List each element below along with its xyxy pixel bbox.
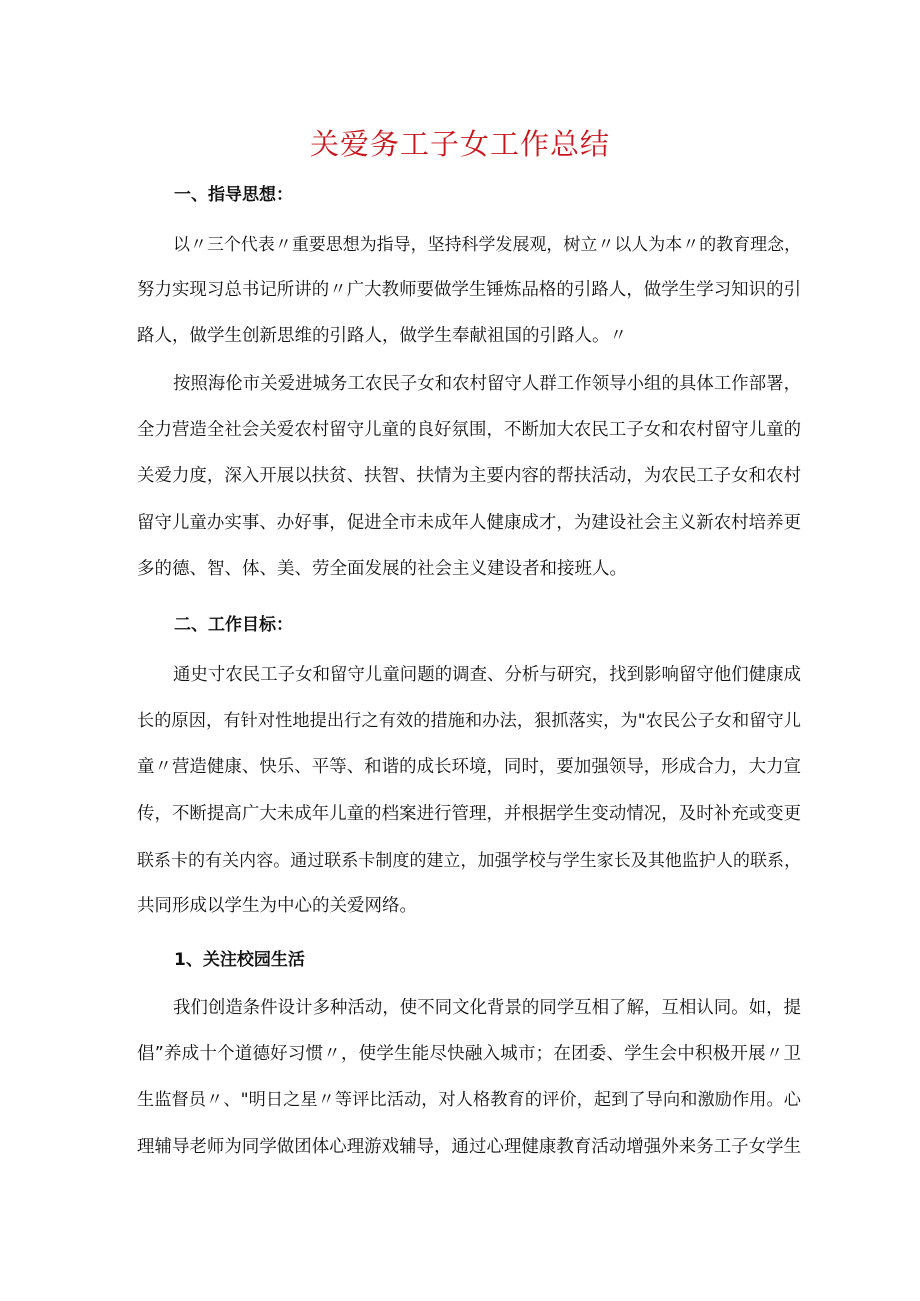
- paragraph-guiding-2: [137, 361, 801, 592]
- document-title: 关爱务工子女工作总结: [309, 127, 610, 161]
- paragraph-campus-life: [137, 985, 801, 1170]
- paragraph-line: 留守儿童办实事、办好事，促进全市未成年人健康成才，为建设社会主义新农村培养更: [137, 512, 801, 533]
- paragraph-goals: [137, 652, 801, 929]
- paragraph-line: 按照海伦市关爱进城务工农民子女和农村留守人群工作领导小组的具体工作部署，: [173, 374, 801, 394]
- paragraph-line: 路人，做学生创新思维的引路人，做学生奉献祖国的引路人。〃: [137, 326, 627, 347]
- paragraph-line: 通史寸农民工子女和留守儿童问题的调查、分析与研究，找到影响留守他们健康成: [173, 665, 801, 685]
- paragraph-line: 我们创造条件设计多种活动，使不同文化背景的同学互相了解，互相认同。如，提: [173, 998, 801, 1018]
- paragraph-line: 全力营造全社会关爱农村留守儿童的良好氛围，不断加大农民工子女和农村留守儿童的: [137, 420, 801, 441]
- section-heading-guiding-ideology: 一、指导思想：: [174, 185, 293, 205]
- paragraph-line: 共同形成以学生为中心的关爱网络。: [137, 896, 417, 917]
- paragraph-line: 倡”养成十个道德好习惯〃，使学生能尽快融入城市；在团委、学生会中积极开展〃卫: [137, 1044, 801, 1065]
- paragraph-line: 联系卡的有关内容。通过联系卡制度的建立，加强学校与学生家长及其他监护人的联系，: [137, 849, 801, 870]
- paragraph-line: 关爱力度，深入开展以扶贫、扶智、扶情为主要内容的帮扶活动，为农民工子女和农村: [137, 466, 801, 487]
- paragraph-line: 长的原因，有针对性地提出行之有效的措施和办法，狠抓落实，为"农民公子女和留守儿: [137, 711, 801, 732]
- paragraph-line: 努力实现习总书记所讲的〃广大教师要做学生锤炼品格的引路人，做学生学习知识的引: [137, 280, 801, 301]
- sub-heading-campus-life: 1、关注校园生活: [174, 950, 305, 970]
- paragraph-line: 多的德、智、体、美、劳全面发展的社会主义建设者和接班人。: [137, 558, 627, 579]
- paragraph-line: 传，不断提高广大未成年儿童的档案进行管理，并根据学生变动情况，及时补充或变更: [137, 803, 801, 824]
- paragraph-guiding-1: [137, 221, 801, 360]
- section-heading-work-goals: 二、工作目标：: [174, 615, 293, 635]
- paragraph-line: 生监督员〃、"明日之星〃等评比活动，对人格教育的评价，起到了导向和激励作用。心: [137, 1090, 801, 1111]
- paragraph-line: 以〃三个代表〃重要思想为指导，坚持科学发展观，树立〃以人为本〃的教育理念，: [173, 234, 801, 254]
- paragraph-line: 童〃营造健康、快乐、平等、和谐的成长环境，同时，要加强领导，形成合力，大力宣: [137, 757, 801, 778]
- paragraph-line: 理辅导老师为同学做团体心理游戏辅导，通过心理健康教育活动增强外来务工子女学生: [137, 1136, 801, 1157]
